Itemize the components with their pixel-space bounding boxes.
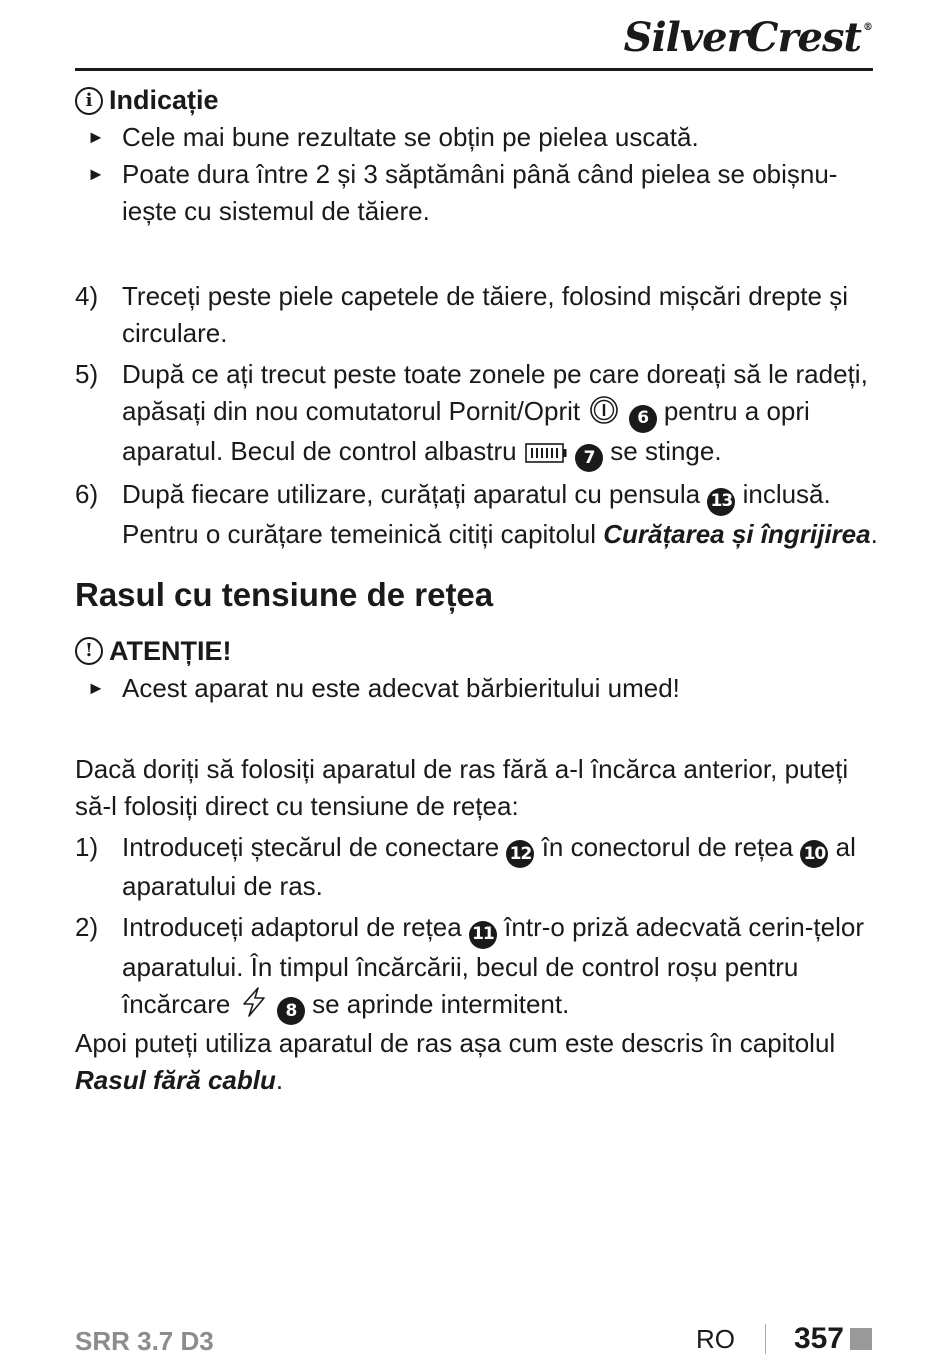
charging-lightning-icon: [238, 986, 270, 1018]
ref-badge: 6: [629, 405, 657, 433]
intro-paragraph: Dacă doriți să folosiți aparatul de ras fără a-l încărca anterior, puteți să-l folosiți direct cu tensiune de rețea:: [75, 753, 849, 821]
page-content: [75, 82, 880, 1099]
ref-badge: 10: [800, 840, 828, 868]
step-2: 2) Introduceți adaptorul de rețea 11 într-o priză adecvată cerin-țelor aparatului. În timpul încărcării, becul de control roșu pentru încărcare 8 se aprinde intermitent.: [75, 909, 880, 1025]
footer-pagination: [696, 1322, 872, 1356]
footer-divider: [765, 1324, 766, 1354]
brand-logo: SilverCrest ®: [623, 14, 872, 61]
footer-model: SRR 3.7 D3: [75, 1326, 214, 1356]
ref-badge: 8: [277, 997, 305, 1025]
arrow-bullet-icon: ►: [87, 677, 105, 698]
note-bullet: ► Cele mai bune rezultate se obțin pe pielea uscată.: [75, 119, 880, 156]
note-bullet: ► Poate dura între 2 și 3 săptămâni până când pielea se obișnu-iește cu sistemul de tăiere.: [75, 156, 880, 230]
warning-icon: !: [75, 637, 103, 665]
page-marker-square: [850, 1328, 872, 1350]
info-icon: i: [75, 87, 103, 115]
header-rule: [75, 68, 873, 71]
section-title: Rasul cu tensiune de rețea: [75, 575, 494, 613]
ref-badge: 7: [575, 444, 603, 472]
footer-language: RO: [695, 1323, 735, 1354]
warning-heading: ! ATENȚIE!: [75, 633, 880, 670]
step-6: 6) După fiecare utilizare, curățați aparatul cu pensula 13 inclusă. Pentru o curățare temeinică citiți capitolul Curățarea și îngrijirea.: [75, 479, 878, 549]
page-number: 357: [793, 1322, 844, 1355]
note-heading: i Indicație: [75, 82, 880, 119]
outro-paragraph: Apoi puteți utiliza aparatul de ras așa cum este descris în capitolul Rasul fără cablu.: [75, 1028, 836, 1095]
step-5: 5) După ce ați trecut peste toate zonele pe care doreați să le radeți, apăsați din nou comutatorul Pornit/Oprit 6 pentru a opri aparatul. Becul de control albastru 7 se stinge.: [75, 356, 880, 472]
power-switch-icon: [587, 395, 621, 425]
warning-bullet: ► Acest aparat nu este adecvat bărbieritului umed!: [75, 670, 880, 707]
arrow-bullet-icon: ►: [87, 127, 105, 147]
arrow-bullet-icon: ►: [87, 164, 105, 184]
chapter-reference: Curățarea și îngrijirea: [603, 518, 871, 549]
ref-badge: 12: [506, 840, 534, 868]
step-1: 1) Introduceți ștecărul de conectare 12 în conectorul de rețea 10 al aparatului de ras.: [75, 831, 856, 901]
battery-indicator-icon: [524, 441, 568, 465]
ref-badge: 11: [469, 921, 497, 949]
step-4: 4) Treceți peste piele capetele de tăiere, folosind mișcări drepte și circulare.: [75, 281, 848, 348]
chapter-reference: Rasul fără cablu: [75, 1065, 276, 1095]
ref-badge: 13: [707, 488, 735, 516]
